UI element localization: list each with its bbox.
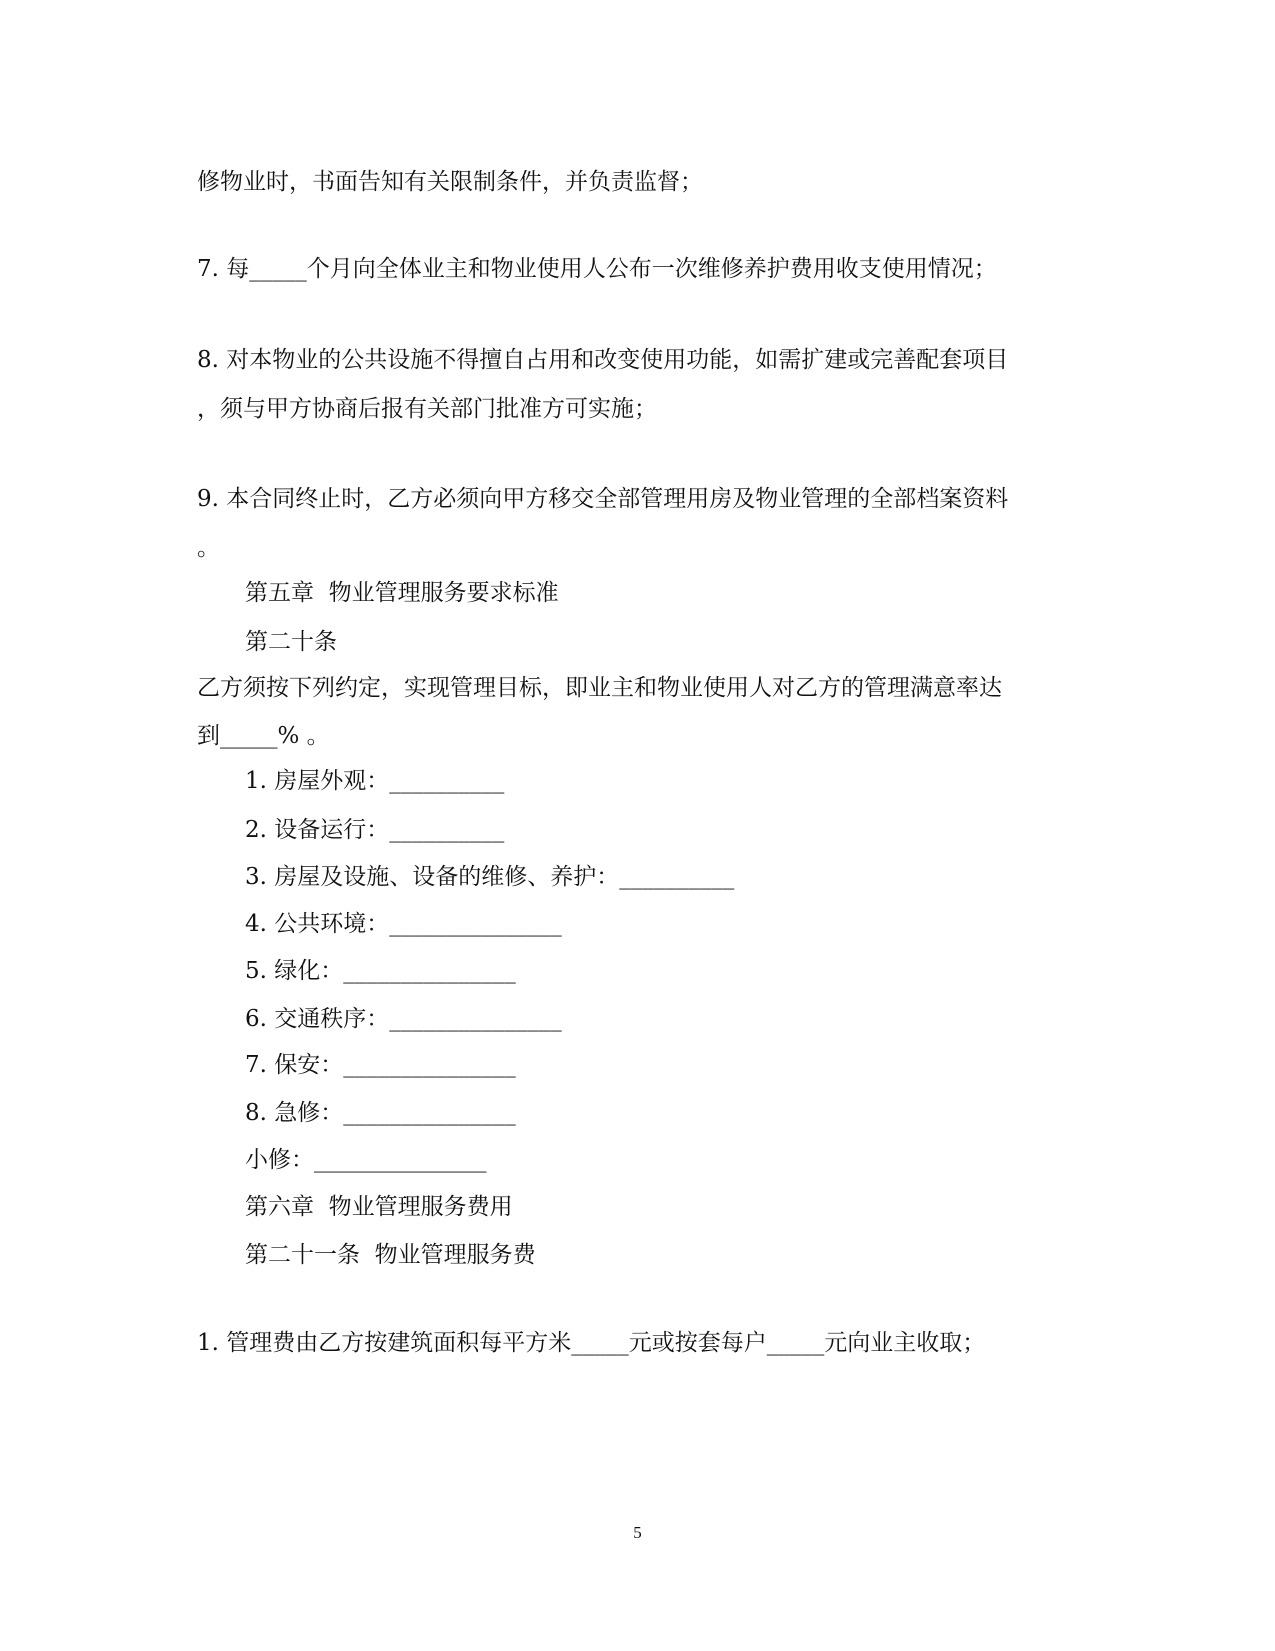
list-item: 7. 保安：_______________ (245, 1052, 516, 1078)
text-line: 乙方须按下列约定，实现管理目标，即业主和物业使用人对乙方的管理满意率达 (197, 675, 1002, 701)
text-line: 1. 管理费由乙方按建筑面积每平方米_____元或按套每户_____元向业主收取； (197, 1330, 986, 1356)
text-line: ，须与甲方协商后报有关部门批准方可实施； (197, 396, 657, 422)
article-heading: 第二十条 (245, 629, 337, 655)
list-item: 8. 急修：_______________ (245, 1100, 516, 1126)
article-heading: 第二十一条 物业管理服务费 (245, 1242, 536, 1268)
list-item: 5. 绿化：_______________ (245, 958, 516, 984)
chapter-heading: 第六章 物业管理服务费用 (245, 1194, 513, 1220)
list-item: 小修：_______________ (245, 1147, 487, 1173)
page-number: 5 (633, 1523, 642, 1542)
list-item: 2. 设备运行：__________ (245, 817, 505, 843)
list-item: 1. 房屋外观：__________ (245, 768, 505, 794)
text-line: 修物业时，书面告知有关限制条件，并负责监督； (197, 169, 703, 195)
text-line: 8. 对本物业的公共设施不得擅自占用和改变使用功能，如需扩建或完善配套项目 (197, 347, 1009, 373)
text-line: 7. 每_____个月向全体业主和物业使用人公布一次维修养护费用收支使用情况； (197, 256, 997, 282)
chapter-heading: 第五章 物业管理服务要求标准 (245, 580, 559, 606)
text-line: 。 (197, 535, 220, 561)
text-line: 到_____% 。 (197, 723, 330, 749)
list-item: 3. 房屋及设施、设备的维修、养护：__________ (245, 864, 735, 890)
text-line: 9. 本合同终止时，乙方必须向甲方移交全部管理用房及物业管理的全部档案资料 (197, 486, 1009, 512)
list-item: 4. 公共环境：_______________ (245, 911, 562, 937)
list-item: 6. 交通秩序：_______________ (245, 1006, 562, 1032)
